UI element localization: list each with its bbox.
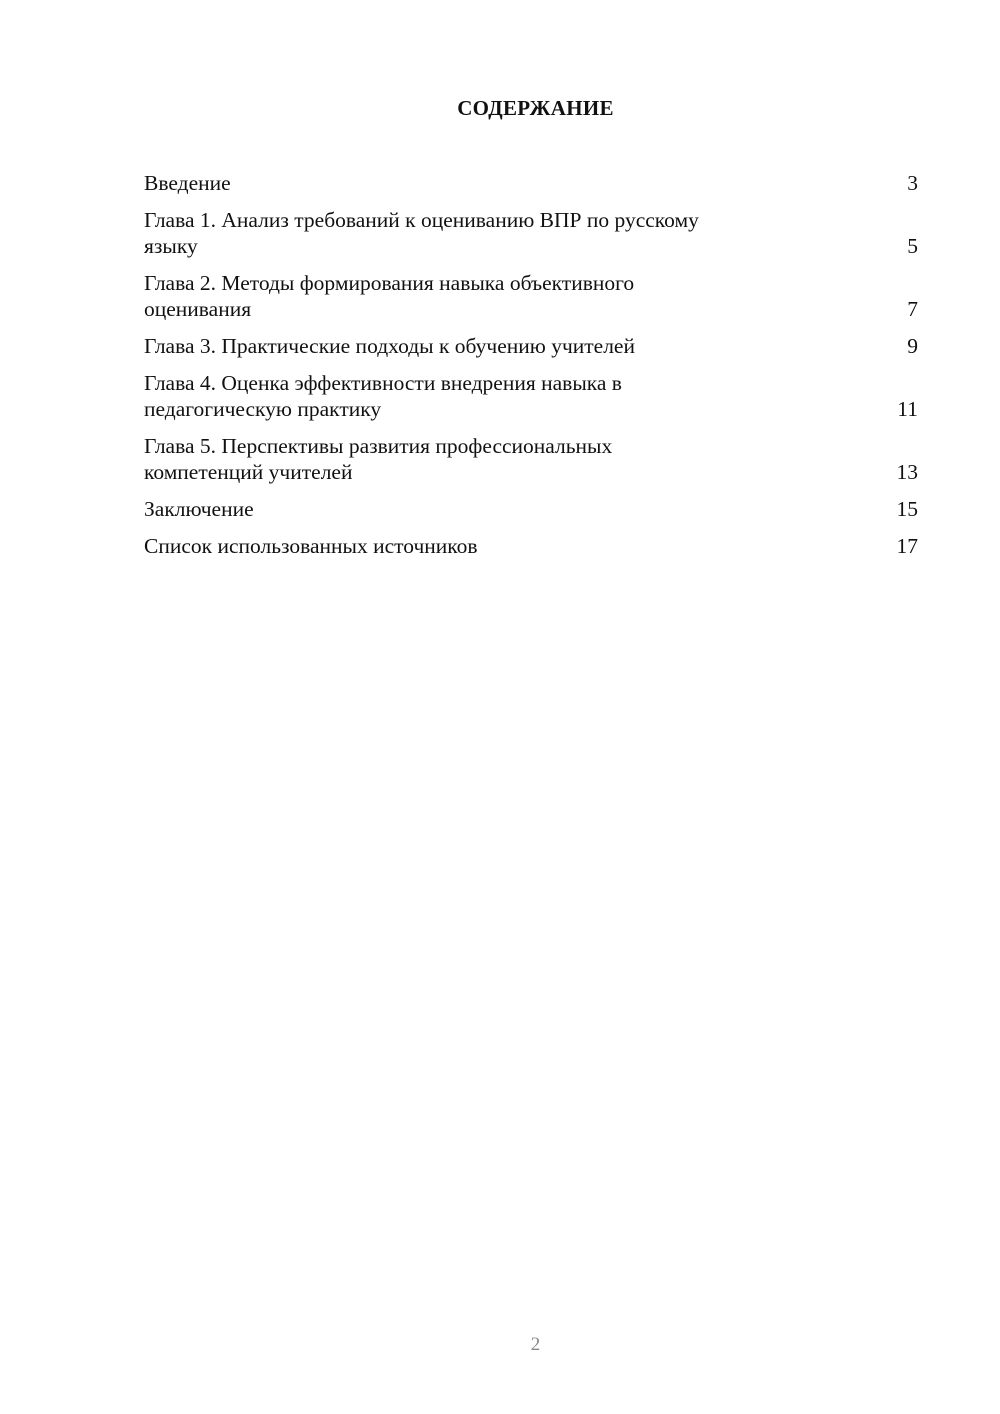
toc-entry-title	[144, 533, 888, 559]
toc-entry-references	[144, 533, 918, 559]
toc-entry-title-line: Глава 1. Анализ требований к оцениванию ВПР по русскому	[144, 208, 699, 232]
table-of-contents	[144, 170, 918, 570]
toc-entry-page: 17	[896, 534, 918, 558]
toc-entry-title-line: компетенций учителей	[144, 460, 353, 484]
toc-entry-title-line: Глава 2. Методы формирования навыка объективного	[144, 271, 635, 295]
toc-entry-chapter-2	[144, 270, 918, 322]
toc-entry-page: 7	[907, 297, 918, 321]
page-title: СОДЕРЖАНИЕ	[457, 96, 614, 120]
page-number: 2	[530, 1334, 541, 1355]
toc-entry-page: 13	[896, 460, 918, 484]
toc-entry-chapter-5	[144, 433, 918, 485]
toc-entry-title-line: Глава 3. Практические подходы к обучению учителей	[144, 334, 635, 358]
toc-entry-title	[144, 333, 888, 359]
toc-entry-title-line: Введение	[144, 171, 231, 195]
toc-entry-title-line: Заключение	[144, 497, 254, 521]
toc-entry-title	[144, 270, 888, 322]
toc-entry-conclusion	[144, 496, 918, 522]
toc-entry-title	[144, 170, 888, 196]
toc-entry-title	[144, 496, 888, 522]
toc-entry-title-line: оценивания	[144, 297, 252, 321]
toc-entry-chapter-1	[144, 207, 918, 259]
toc-entry-page: 3	[907, 171, 918, 195]
toc-entry-introduction	[144, 170, 918, 196]
toc-entry-title	[144, 433, 888, 485]
toc-entry-title-line: Список использованных источников	[144, 534, 478, 558]
toc-entry-chapter-3	[144, 333, 918, 359]
toc-entry-title-line: Глава 5. Перспективы развития профессиональных	[144, 434, 613, 458]
toc-entry-title-line: Глава 4. Оценка эффективности внедрения навыка в	[144, 371, 622, 395]
toc-entry-page: 15	[896, 497, 918, 521]
toc-entry-page: 5	[907, 234, 918, 258]
toc-entry-title	[144, 207, 888, 259]
toc-entry-title-line: языку	[144, 234, 198, 258]
toc-entry-page: 11	[897, 397, 918, 421]
toc-entry-page: 9	[907, 334, 918, 358]
toc-entry-title-line: педагогическую практику	[144, 397, 382, 421]
toc-entry-chapter-4	[144, 370, 918, 422]
toc-entry-title	[144, 370, 888, 422]
